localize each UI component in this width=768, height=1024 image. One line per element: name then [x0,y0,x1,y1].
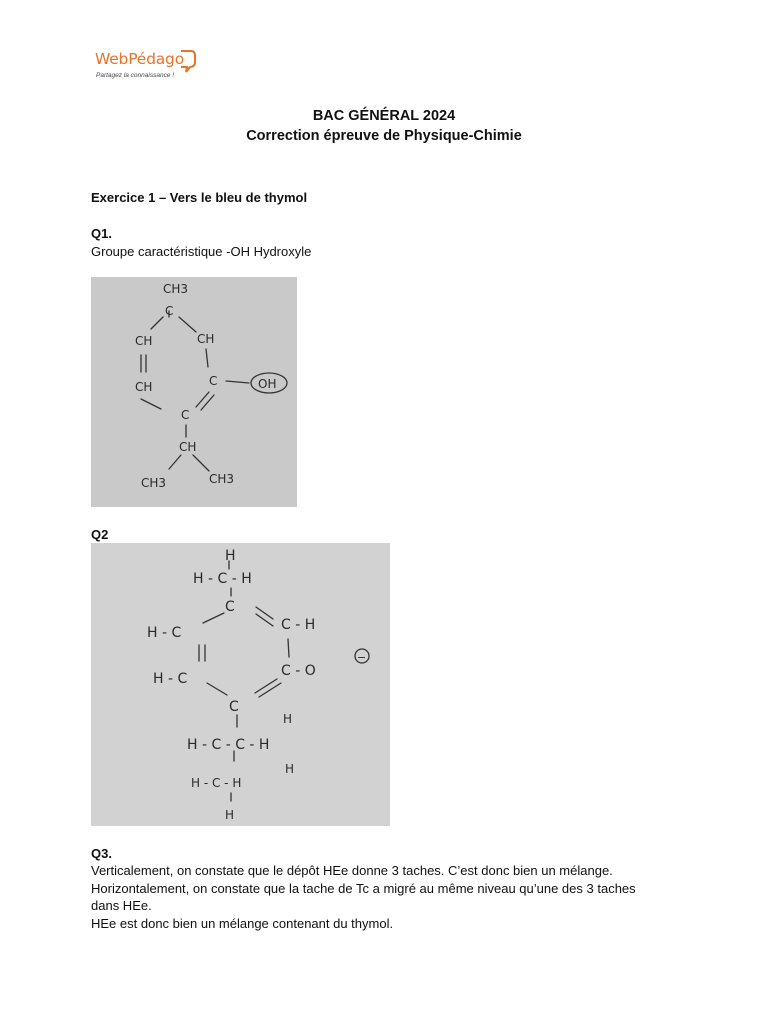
fig2-c-top: C [225,599,235,615]
q1-answer: Groupe caractéristique -OH Hydroxyle [91,244,312,259]
fig2-h-top: H [225,548,236,564]
fig1-c-bottom: C [181,408,190,422]
page-subtitle: Correction épreuve de Physique-Chimie [246,128,522,144]
speech-bubble-icon [177,48,197,74]
fig2-h-down: H [285,762,295,776]
fig2-hc-mid: H - C - C - H [187,737,270,753]
q3-line-3: dans HEe. [91,898,152,913]
thymol-drawing [91,277,297,507]
webpedago-logo [93,46,203,88]
fig2-h-c-left2: H - C [153,671,188,687]
q3-line-2: Horizontalement, on constate que la tache de Tc a migré au même niveau qu’une des 3 taches [91,881,636,896]
fig2-h-up: H [283,712,293,726]
fig2-minus-charge: − [357,651,367,664]
q3-line-1: Verticalement, on constate que le dépôt HEe donne 3 taches. C’est donc bien un mélange. [91,863,613,878]
fig2-c-o: C - O [281,663,316,679]
fig2-c-bottom: C [229,699,239,715]
fig1-oh: OH [258,377,277,391]
fig2-h-bottom: H [225,808,235,822]
logo-tagline: Partagez la connaissance ! [96,72,175,79]
exercise-title: Exercice 1 – Vers le bleu de thymol [91,190,308,205]
thymolate-structure-photo [91,543,390,826]
fig1-ch3-right: CH3 [209,472,235,486]
q3-label: Q3. [91,846,112,861]
thymolate-drawing [91,543,390,826]
fig1-ch3-top: CH3 [163,282,189,296]
q3-line-4: HEe est donc bien un mélange contenant du thymol. [91,916,394,931]
logo-brand: WebPédago [95,50,184,68]
q2-label: Q2 [91,527,109,542]
q1-label: Q1. [91,226,112,241]
fig2-hch-top: H - C - H [193,571,252,587]
fig1-ch3-left: CH3 [141,476,167,490]
fig1-ch-iso: CH [179,440,197,454]
fig1-c-top: C [165,304,174,318]
fig2-c-right-h: C - H [281,617,316,633]
fig1-ch-left: CH [135,334,153,348]
fig1-ch-left2: CH [135,380,153,394]
fig2-h-c-left: H - C [147,625,182,641]
fig1-c-right: C [209,374,218,388]
thymol-structure-photo [91,277,297,507]
fig2-hch-bottom: H - C - H [191,776,242,790]
page-title: BAC GÉNÉRAL 2024 [312,108,456,124]
fig1-ch-right: CH [197,332,215,346]
